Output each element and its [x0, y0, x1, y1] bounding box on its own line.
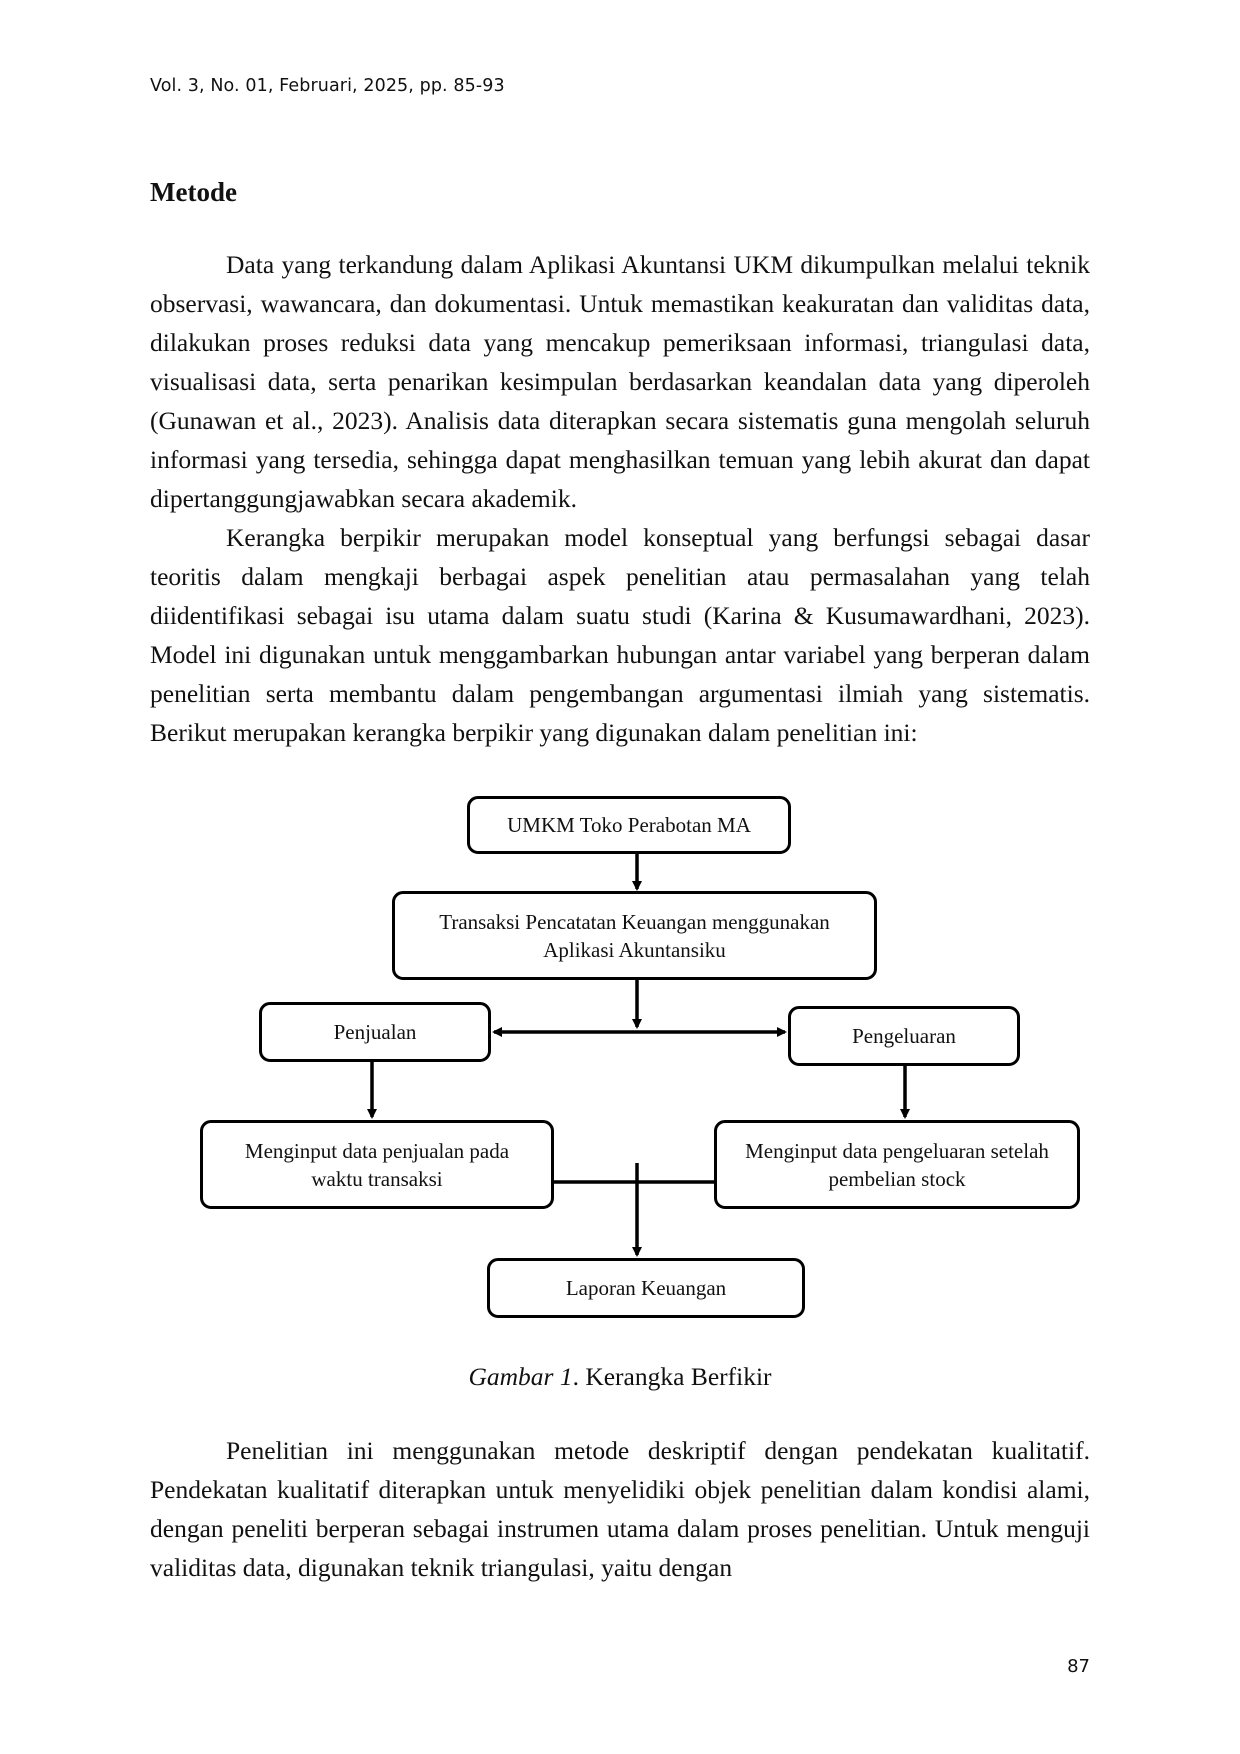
figure-caption	[0, 1362, 1240, 1392]
page-number: 87	[1067, 1656, 1090, 1677]
figure-caption-text: . Kerangka Berfikir	[572, 1362, 772, 1391]
box-penjualan: Penjualan	[259, 1002, 491, 1062]
box-input-pengeluaran: Menginput data pengeluaran setelah pembelian stock	[714, 1120, 1080, 1209]
box-input-penjualan: Menginput data penjualan pada waktu transaksi	[200, 1120, 554, 1209]
paragraph-data-collection: Data yang terkandung dalam Aplikasi Akuntansi UKM dikumpulkan melalui teknik observasi, wawancara, dan dokumentasi. Untuk memastikan keakuratan dan validitas data, dilakukan proses reduksi data yang mencakup pemeriksaan informasi, triangulasi data, visualisasi data, serta penarikan kesimpulan berdasarkan keandalan data yang diperoleh (Gunawan et al., 2023). Analisis data diterapkan secara sistematis guna mengolah seluruh informasi yang tersedia, sehingga dapat menghasilkan temuan yang lebih akurat dan dapat dipertanggungjawabkan secara akademik.	[150, 250, 1090, 513]
paragraph-method: Penelitian ini menggunakan metode deskriptif dengan pendekatan kualitatif. Pendekatan kualitatif diterapkan untuk menyelidiki objek penelitian dalam kondisi alami, dengan peneliti berperan sebagai instrumen utama dalam proses penelitian. Untuk menguji validitas data, digunakan teknik triangulasi, yaitu dengan	[150, 1436, 1090, 1582]
paragraph-framework: Kerangka berpikir merupakan model konseptual yang berfungsi sebagai dasar teoritis dalam mengkaji berbagai aspek penelitian atau permasalahan yang telah diidentifikasi sebagai isu utama dalam suatu studi (Karina & Kusumawardhani, 2023). Model ini digunakan untuk menggambarkan hubungan antar variabel yang berperan dalam penelitian serta membantu dalam pengembangan argumentasi ilmiah yang sistematis. Berikut merupakan kerangka berpikir yang digunakan dalam penelitian ini:	[150, 523, 1090, 747]
framework-flowchart	[0, 780, 1240, 1340]
box-laporan-keuangan: Laporan Keuangan	[487, 1258, 805, 1318]
box-transaksi-pencatatan: Transaksi Pencatatan Keuangan menggunakan Aplikasi Akuntansiku	[392, 891, 877, 980]
box-pengeluaran: Pengeluaran	[788, 1006, 1020, 1066]
flowchart-connectors	[0, 780, 1240, 1340]
figure-caption-label: Gambar 1	[468, 1362, 573, 1391]
box-umkm: UMKM Toko Perabotan MA	[467, 796, 791, 854]
running-header: Vol. 3, No. 01, Februari, 2025, pp. 85-93	[150, 76, 505, 96]
section-title: Metode	[150, 177, 237, 207]
